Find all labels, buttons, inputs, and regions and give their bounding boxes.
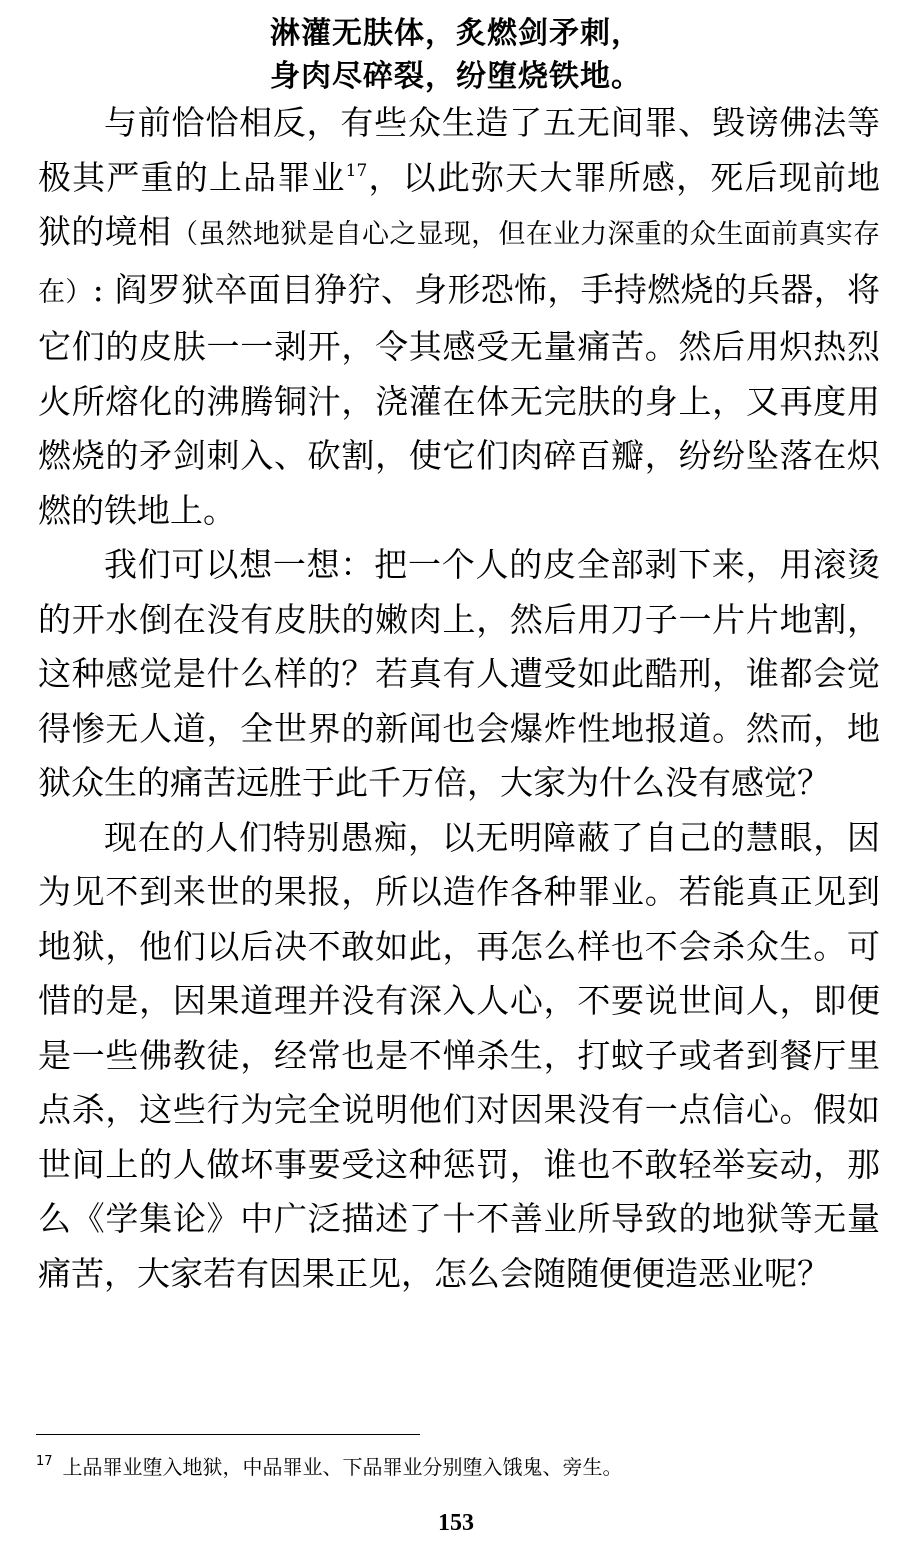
main-text: [38, 96, 880, 1301]
paragraph-1-part-a: 与前恰恰相反，有些众生造了五无间罪、毁谤佛法等极其严重的上品罪业: [38, 103, 880, 197]
footnote-ref-17: 17: [345, 160, 368, 181]
page-number: 153: [438, 1510, 474, 1536]
paragraph-1-part-b: ，以此弥天大罪所感，死后现前地狱的境相: [38, 157, 881, 251]
verse-line-1: 淋灌无肤体，炙燃剑矛刺，: [270, 16, 642, 51]
paragraph-3: 现在的人们特别愚痴，以无明障蔽了自己的慧眼，因为见不到来世的果报，所以造作各种罪业。若能真正见到地狱，他们以后决不敢如此，再怎么样也不会杀众生。可惜的是，因果道理并没有深入人心，不要说世间人，即便是一些佛教徒，经常也是不惮杀生，打蚊子或者到餐厅里点杀，这些行为完全说明他们对因果没有一点信心。假如世间上的人做坏事要受这种惩罚，谁也不敢轻举妄动，那么《学集论》中广泛描述了十不善业所导致的地狱等无量痛苦，大家若有因果正见，怎么会随随便便造恶业呢？: [38, 817, 880, 1293]
paragraph-2: 我们可以想一想：把一个人的皮全部剥下来，用滚烫的开水倒在没有皮肤的嫩肉上，然后用刀子一片片地割，这种感觉是什么样的？若真有人遭受如此酷刑，谁都会觉得惨无人道，全世界的新闻也会爆炸性地报道。然而，地狱众生的痛苦远胜于此千万倍，大家为什么没有感觉？: [38, 545, 880, 802]
footnote: [36, 1452, 886, 1482]
footnote-text: 上品罪业堕入地狱，中品罪业、下品罪业分别堕入饿鬼、旁生。: [62, 1455, 623, 1479]
paragraph-1: [38, 96, 880, 538]
footnote-divider: [36, 1434, 420, 1435]
verse-line-2: 身肉尽碎裂，纷堕烧铁地。: [270, 59, 642, 94]
footnote-number: 17: [36, 1454, 53, 1469]
inline-note: （虽然地狱是自心之显现，但在业力深重的众生面前真实存在）: [38, 219, 881, 308]
paragraph-1-part-c: : 阎罗狱卒面目狰狞、身形恐怖，手持燃烧的兵器，将它们的皮肤一一剥开，令其感受无量痛苦。然后用炽热烈火所熔化的沸腾铜汁，浇灌在体无完肤的身上，又再度用燃烧的矛剑刺入、砍割，使它们肉碎百瓣，纷纷坠落在炽燃的铁地上。: [38, 269, 881, 530]
